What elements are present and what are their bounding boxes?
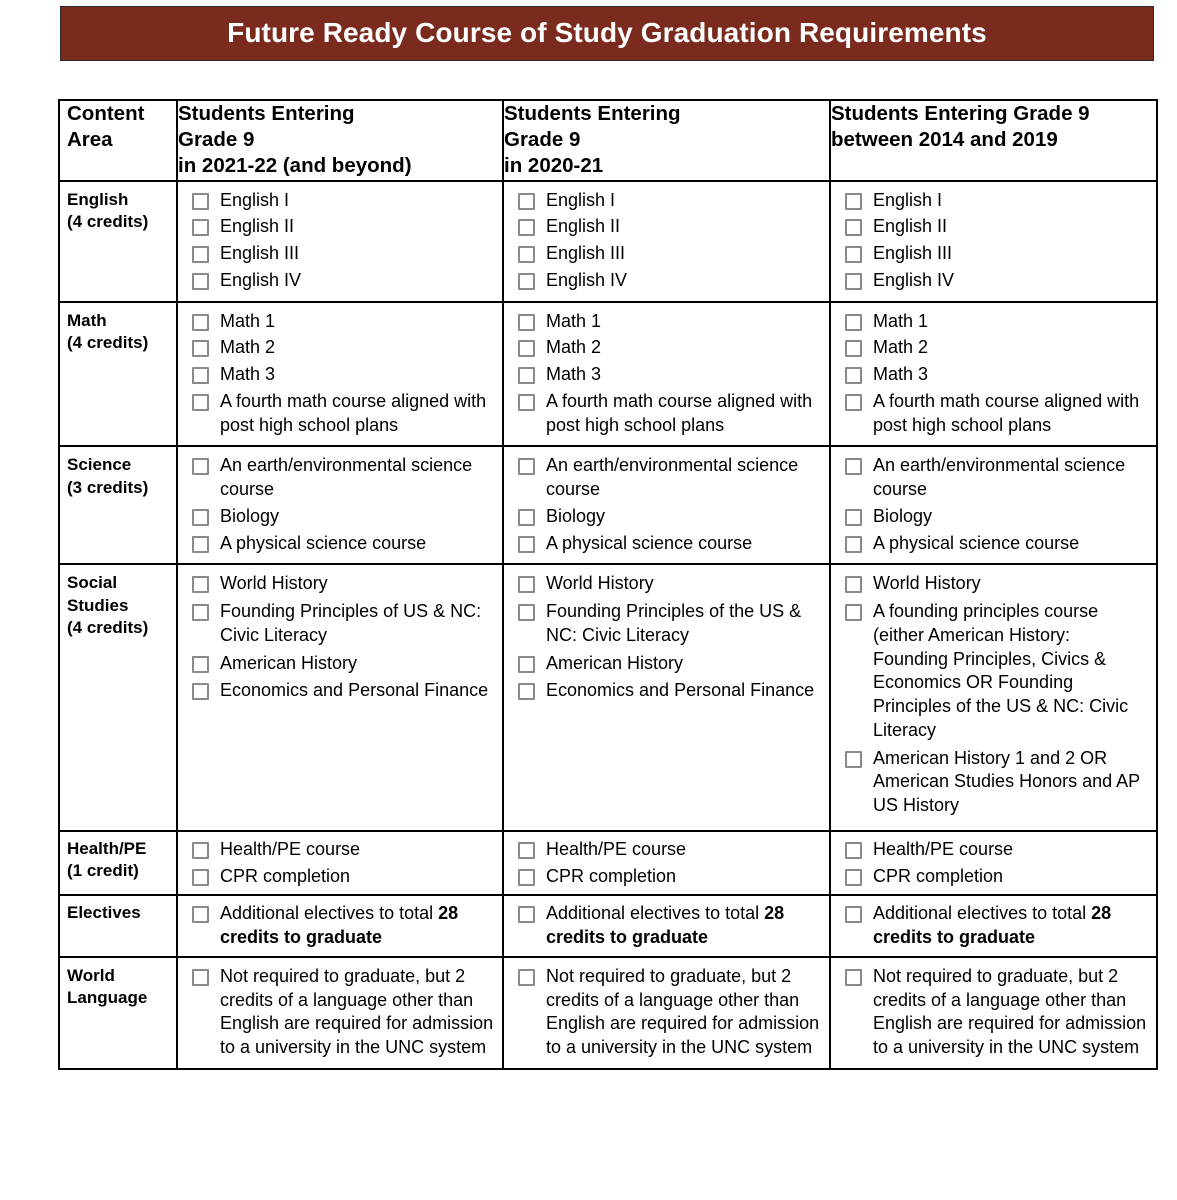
checkbox-icon[interactable] — [845, 842, 862, 859]
checkbox-icon[interactable] — [192, 219, 209, 236]
checklist-item-label: Math 1 — [220, 310, 276, 331]
checklist — [192, 189, 494, 293]
checklist — [845, 902, 1148, 950]
checkbox-icon[interactable] — [518, 683, 535, 700]
requirements-cell-electives-col2 — [503, 895, 830, 957]
checklist-item[interactable] — [845, 215, 1148, 239]
checklist — [192, 965, 494, 1060]
checklist-item-label: Not required to graduate, but 2 credits of a language other than English are required for admission to a university in the UNC system — [873, 965, 1147, 1058]
checklist-item-label: Economics and Personal Finance — [546, 680, 815, 701]
checkbox-icon[interactable] — [518, 273, 535, 290]
checklist-item-label: An earth/environmental science course — [220, 455, 473, 500]
checklist-item-label: World History — [220, 573, 328, 594]
checklist-item-label: A physical science course — [220, 532, 427, 553]
checkbox-icon[interactable] — [518, 314, 535, 331]
checklist-item[interactable] — [518, 505, 821, 529]
checkbox-icon[interactable] — [518, 869, 535, 886]
checklist-item[interactable] — [845, 838, 1148, 862]
checklist-item[interactable] — [845, 269, 1148, 293]
checklist-item[interactable] — [518, 532, 821, 556]
checklist-item-label: English II — [873, 216, 948, 237]
checklist — [518, 189, 821, 293]
checkbox-icon[interactable] — [192, 536, 209, 553]
checklist — [845, 189, 1148, 293]
checklist-item[interactable] — [192, 600, 494, 648]
table-row — [59, 831, 1157, 896]
checklist-item-label: Math 2 — [546, 337, 602, 358]
checklist — [518, 572, 821, 703]
checklist — [192, 454, 494, 555]
requirements-cell-social-col3 — [830, 564, 1157, 831]
checklist-item[interactable] — [518, 679, 821, 703]
checklist — [518, 902, 821, 950]
checkbox-icon[interactable] — [518, 246, 535, 263]
requirements-cell-electives-col1 — [177, 895, 503, 957]
checkbox-icon[interactable] — [192, 969, 209, 986]
content-area-line: (4 credits) — [67, 211, 149, 231]
checklist-item[interactable] — [192, 242, 494, 266]
checklist-item[interactable] — [845, 310, 1148, 334]
checkbox-icon[interactable] — [192, 273, 209, 290]
checklist-item[interactable] — [192, 390, 494, 438]
checkbox-icon[interactable] — [518, 219, 535, 236]
checkbox-icon[interactable] — [518, 576, 535, 593]
checklist-item[interactable] — [192, 189, 494, 213]
checklist-item[interactable] — [518, 865, 821, 889]
checklist-item[interactable] — [518, 269, 821, 293]
content-area-label-english — [59, 181, 177, 302]
checkbox-icon[interactable] — [845, 458, 862, 475]
checklist-item-label: Economics and Personal Finance — [220, 680, 489, 701]
content-area-label-science — [59, 446, 177, 564]
checklist-item[interactable] — [192, 965, 494, 1060]
content-area-line: World — [67, 965, 115, 985]
checkbox-icon[interactable] — [845, 273, 862, 290]
requirements-cell-social-col1 — [177, 564, 503, 831]
requirements-cell-worldlang-col3 — [830, 957, 1157, 1069]
checklist-item-label: A fourth math course aligned with post high school plans — [220, 390, 487, 435]
checklist-item-label: A fourth math course aligned with post high school plans — [546, 390, 813, 435]
checklist-item[interactable] — [192, 652, 494, 676]
requirements-cell-science-col3 — [830, 446, 1157, 564]
checkbox-icon[interactable] — [518, 509, 535, 526]
requirements-cell-worldlang-col1 — [177, 957, 503, 1069]
checklist-item[interactable] — [518, 242, 821, 266]
checklist-item[interactable] — [192, 454, 494, 502]
content-area-line: (4 credits) — [67, 617, 149, 637]
checklist-item-label: Math 2 — [873, 337, 929, 358]
column-header-cohort-2014-2019: Students Entering Grade 9 between 2014 and 2019 — [830, 100, 1157, 181]
checklist-item-label: English I — [546, 189, 616, 210]
checklist-item[interactable] — [845, 965, 1148, 1060]
checklist-item[interactable] — [518, 215, 821, 239]
checklist-item-label: World History — [873, 573, 981, 594]
table-row — [59, 957, 1157, 1069]
checklist-item[interactable] — [192, 902, 494, 950]
page-banner — [60, 6, 1154, 61]
checklist-item[interactable] — [845, 454, 1148, 502]
checklist-item[interactable] — [845, 865, 1148, 889]
checkbox-icon[interactable] — [518, 340, 535, 357]
checklist — [845, 454, 1148, 555]
table-row — [59, 302, 1157, 447]
checklist-item-label: An earth/environmental science course — [873, 455, 1126, 500]
checklist-item[interactable] — [845, 600, 1148, 743]
requirements-cell-english-col3 — [830, 181, 1157, 302]
table-row — [59, 564, 1157, 831]
checklist-item-label: A founding principles course (either American History: Founding Principles, Civics & Economics OR Founding Principles of the US & NC: Civic Literacy — [873, 601, 1129, 740]
requirements-cell-math-col2 — [503, 302, 830, 447]
checkbox-icon[interactable] — [845, 751, 862, 768]
checklist-item[interactable] — [845, 363, 1148, 387]
requirements-cell-english-col2 — [503, 181, 830, 302]
checkbox-icon[interactable] — [192, 604, 209, 621]
column-header-content-area: Content Area — [59, 100, 177, 181]
checklist — [518, 310, 821, 438]
checkbox-icon[interactable] — [518, 969, 535, 986]
content-area-label-worldlang — [59, 957, 177, 1069]
content-area-line: Health/PE — [67, 838, 147, 858]
checklist-item[interactable] — [518, 838, 821, 862]
checklist-item[interactable] — [518, 310, 821, 334]
checklist-item[interactable] — [845, 747, 1148, 818]
checkbox-icon[interactable] — [845, 969, 862, 986]
checklist-item[interactable] — [518, 600, 821, 648]
checklist-item-label: English IV — [873, 269, 955, 290]
checkbox-icon[interactable] — [845, 906, 862, 923]
checkbox-icon[interactable] — [518, 193, 535, 210]
checklist-item-label: Math 1 — [546, 310, 602, 331]
table-header — [59, 100, 1157, 181]
checklist-item[interactable] — [845, 505, 1148, 529]
checklist-item-label: Health/PE course — [220, 838, 361, 859]
checklist-item-label: Biology — [546, 505, 606, 526]
checkbox-icon[interactable] — [845, 536, 862, 553]
checkbox-icon[interactable] — [192, 683, 209, 700]
checklist — [192, 310, 494, 438]
checklist-item-label: English I — [220, 189, 290, 210]
checkbox-icon[interactable] — [845, 509, 862, 526]
checklist-item-label: Math 3 — [220, 364, 276, 385]
graduation-requirements-table — [58, 99, 1158, 1070]
checkbox-icon[interactable] — [192, 458, 209, 475]
checklist-item[interactable] — [845, 902, 1148, 950]
page-title: Future Ready Course of Study Graduation Requirements — [227, 17, 987, 49]
checkbox-icon[interactable] — [192, 193, 209, 210]
content-area-line: (4 credits) — [67, 332, 149, 352]
checklist — [518, 838, 821, 889]
checkbox-icon[interactable] — [845, 193, 862, 210]
checkbox-icon[interactable] — [192, 906, 209, 923]
checklist-item[interactable] — [192, 336, 494, 360]
checklist-item-label: A physical science course — [873, 532, 1080, 553]
checklist-item-label: English II — [220, 216, 295, 237]
column-header-cohort-2020-21: Students Entering Grade 9 in 2020-21 — [503, 100, 830, 181]
checkbox-icon[interactable] — [518, 906, 535, 923]
content-area-line: Electives — [67, 903, 141, 923]
checkbox-icon[interactable] — [518, 458, 535, 475]
checklist-item-label: Health/PE course — [546, 838, 687, 859]
checklist-item[interactable] — [192, 310, 494, 334]
checklist-item-label: CPR completion — [873, 865, 1004, 886]
checkbox-icon[interactable] — [192, 246, 209, 263]
checklist-item[interactable] — [518, 336, 821, 360]
content-area-label-electives — [59, 895, 177, 957]
checklist-item-label: CPR completion — [546, 865, 677, 886]
checklist-item[interactable] — [192, 572, 494, 596]
checklist — [518, 965, 821, 1060]
checklist-item-label: An earth/environmental science course — [546, 455, 799, 500]
checklist-item-label: English III — [873, 243, 953, 264]
checkbox-icon[interactable] — [518, 536, 535, 553]
checkbox-icon[interactable] — [192, 576, 209, 593]
requirements-cell-health-col3 — [830, 831, 1157, 896]
checkbox-icon[interactable] — [845, 394, 862, 411]
checklist-item[interactable] — [518, 390, 821, 438]
checklist-item[interactable] — [845, 572, 1148, 596]
checklist-item[interactable] — [192, 215, 494, 239]
checklist-item-label: Biology — [220, 505, 280, 526]
checklist-item[interactable] — [518, 902, 821, 950]
checklist-item-label: Biology — [873, 505, 933, 526]
checklist-item[interactable] — [192, 865, 494, 889]
checklist-item-label: American History 1 and 2 OR American Studies Honors and AP US History — [873, 747, 1140, 816]
requirements-cell-health-col2 — [503, 831, 830, 896]
checklist — [845, 838, 1148, 889]
checklist-item-label: Additional electives to total 28 credits to graduate — [220, 903, 459, 948]
checklist — [845, 965, 1148, 1060]
checklist-item-label: English III — [220, 243, 300, 264]
checkbox-icon[interactable] — [845, 576, 862, 593]
checklist-item-label: Not required to graduate, but 2 credits of a language other than English are required for admission to a university in the UNC system — [220, 965, 494, 1058]
content-area-line: Social — [67, 573, 118, 593]
checkbox-icon[interactable] — [192, 869, 209, 886]
checklist — [518, 454, 821, 555]
checklist-item-label: Not required to graduate, but 2 credits of a language other than English are required for admission to a university in the UNC system — [546, 965, 820, 1058]
checkbox-icon[interactable] — [192, 394, 209, 411]
content-area-line: Science — [67, 455, 132, 475]
content-area-label-social — [59, 564, 177, 831]
checkbox-icon[interactable] — [845, 219, 862, 236]
content-area-label-math — [59, 302, 177, 447]
table-row — [59, 446, 1157, 564]
checklist-item[interactable] — [518, 572, 821, 596]
checklist-item[interactable] — [518, 189, 821, 213]
checklist — [192, 902, 494, 950]
checkbox-icon[interactable] — [518, 394, 535, 411]
checklist-item[interactable] — [845, 189, 1148, 213]
checklist-item-label: English IV — [220, 269, 302, 290]
checklist-item[interactable] — [192, 532, 494, 556]
header-row — [59, 100, 1157, 181]
checklist-item-label: Math 1 — [873, 310, 929, 331]
checkbox-icon[interactable] — [518, 604, 535, 621]
requirements-cell-math-col1 — [177, 302, 503, 447]
requirements-cell-electives-col3 — [830, 895, 1157, 957]
requirements-cell-english-col1 — [177, 181, 503, 302]
table-row — [59, 181, 1157, 302]
checklist-item-label: World History — [546, 573, 654, 594]
requirements-cell-worldlang-col2 — [503, 957, 830, 1069]
checklist — [845, 572, 1148, 818]
content-area-line: (3 credits) — [67, 477, 149, 497]
checkbox-icon[interactable] — [845, 246, 862, 263]
checklist-item-label: Math 2 — [220, 337, 276, 358]
checklist-item-label: Math 3 — [873, 364, 929, 385]
content-area-line: English — [67, 189, 129, 209]
checklist-item-label: Health/PE course — [873, 838, 1014, 859]
checkbox-icon[interactable] — [192, 842, 209, 859]
content-area-line: Studies — [67, 595, 129, 615]
checkbox-icon[interactable] — [845, 604, 862, 621]
checklist-item-label: American History — [546, 652, 684, 673]
requirements-cell-science-col2 — [503, 446, 830, 564]
checkbox-icon[interactable] — [192, 314, 209, 331]
checklist-item[interactable] — [845, 390, 1148, 438]
checklist — [192, 838, 494, 889]
checklist-item-label: Founding Principles of US & NC: Civic Literacy — [220, 601, 482, 645]
checklist-item-label: English II — [546, 216, 621, 237]
checklist-item-label: American History — [220, 652, 358, 673]
checkbox-icon[interactable] — [518, 842, 535, 859]
table-row — [59, 895, 1157, 957]
checklist-item[interactable] — [845, 532, 1148, 556]
checkbox-icon[interactable] — [845, 367, 862, 384]
checkbox-icon[interactable] — [192, 367, 209, 384]
checkbox-icon[interactable] — [845, 869, 862, 886]
checklist-item-label: A physical science course — [546, 532, 753, 553]
checklist-item[interactable] — [845, 242, 1148, 266]
content-area-line: Language — [67, 988, 148, 1008]
content-area-line: Math — [67, 310, 107, 330]
checklist-item[interactable] — [192, 269, 494, 293]
column-header-cohort-2021-22: Students Entering Grade 9 in 2021-22 (and beyond) — [177, 100, 503, 181]
checkbox-icon[interactable] — [192, 656, 209, 673]
checklist-item[interactable] — [192, 505, 494, 529]
checkbox-icon[interactable] — [845, 314, 862, 331]
checkbox-icon[interactable] — [192, 509, 209, 526]
checkbox-icon[interactable] — [192, 340, 209, 357]
checkbox-icon[interactable] — [518, 367, 535, 384]
table-body — [59, 181, 1157, 1069]
requirements-cell-health-col1 — [177, 831, 503, 896]
checklist-item[interactable] — [845, 336, 1148, 360]
content-area-label-health — [59, 831, 177, 896]
requirements-cell-math-col3 — [830, 302, 1157, 447]
checklist — [845, 310, 1148, 438]
checklist-item-label: Additional electives to total 28 credits to graduate — [546, 903, 785, 948]
content-area-line: (1 credit) — [67, 861, 139, 881]
checkbox-icon[interactable] — [845, 340, 862, 357]
checklist — [192, 572, 494, 703]
requirements-cell-social-col2 — [503, 564, 830, 831]
checklist-item-label: A fourth math course aligned with post high school plans — [873, 390, 1140, 435]
checklist-item[interactable] — [192, 363, 494, 387]
checklist-item[interactable] — [192, 838, 494, 862]
checklist-item-label: English I — [873, 189, 943, 210]
checklist-item-label: CPR completion — [220, 865, 351, 886]
checklist-item[interactable] — [192, 679, 494, 703]
checklist-item[interactable] — [518, 652, 821, 676]
checklist-item[interactable] — [518, 965, 821, 1060]
checklist-item-label: Additional electives to total 28 credits to graduate — [873, 903, 1112, 948]
checklist-item-label: Founding Principles of the US & NC: Civic Literacy — [546, 601, 802, 645]
checklist-item-label: English IV — [546, 269, 628, 290]
checklist-item-label: English III — [546, 243, 626, 264]
requirements-cell-science-col1 — [177, 446, 503, 564]
checkbox-icon[interactable] — [518, 656, 535, 673]
checklist-item[interactable] — [518, 454, 821, 502]
checklist-item-label: Math 3 — [546, 364, 602, 385]
checklist-item[interactable] — [518, 363, 821, 387]
